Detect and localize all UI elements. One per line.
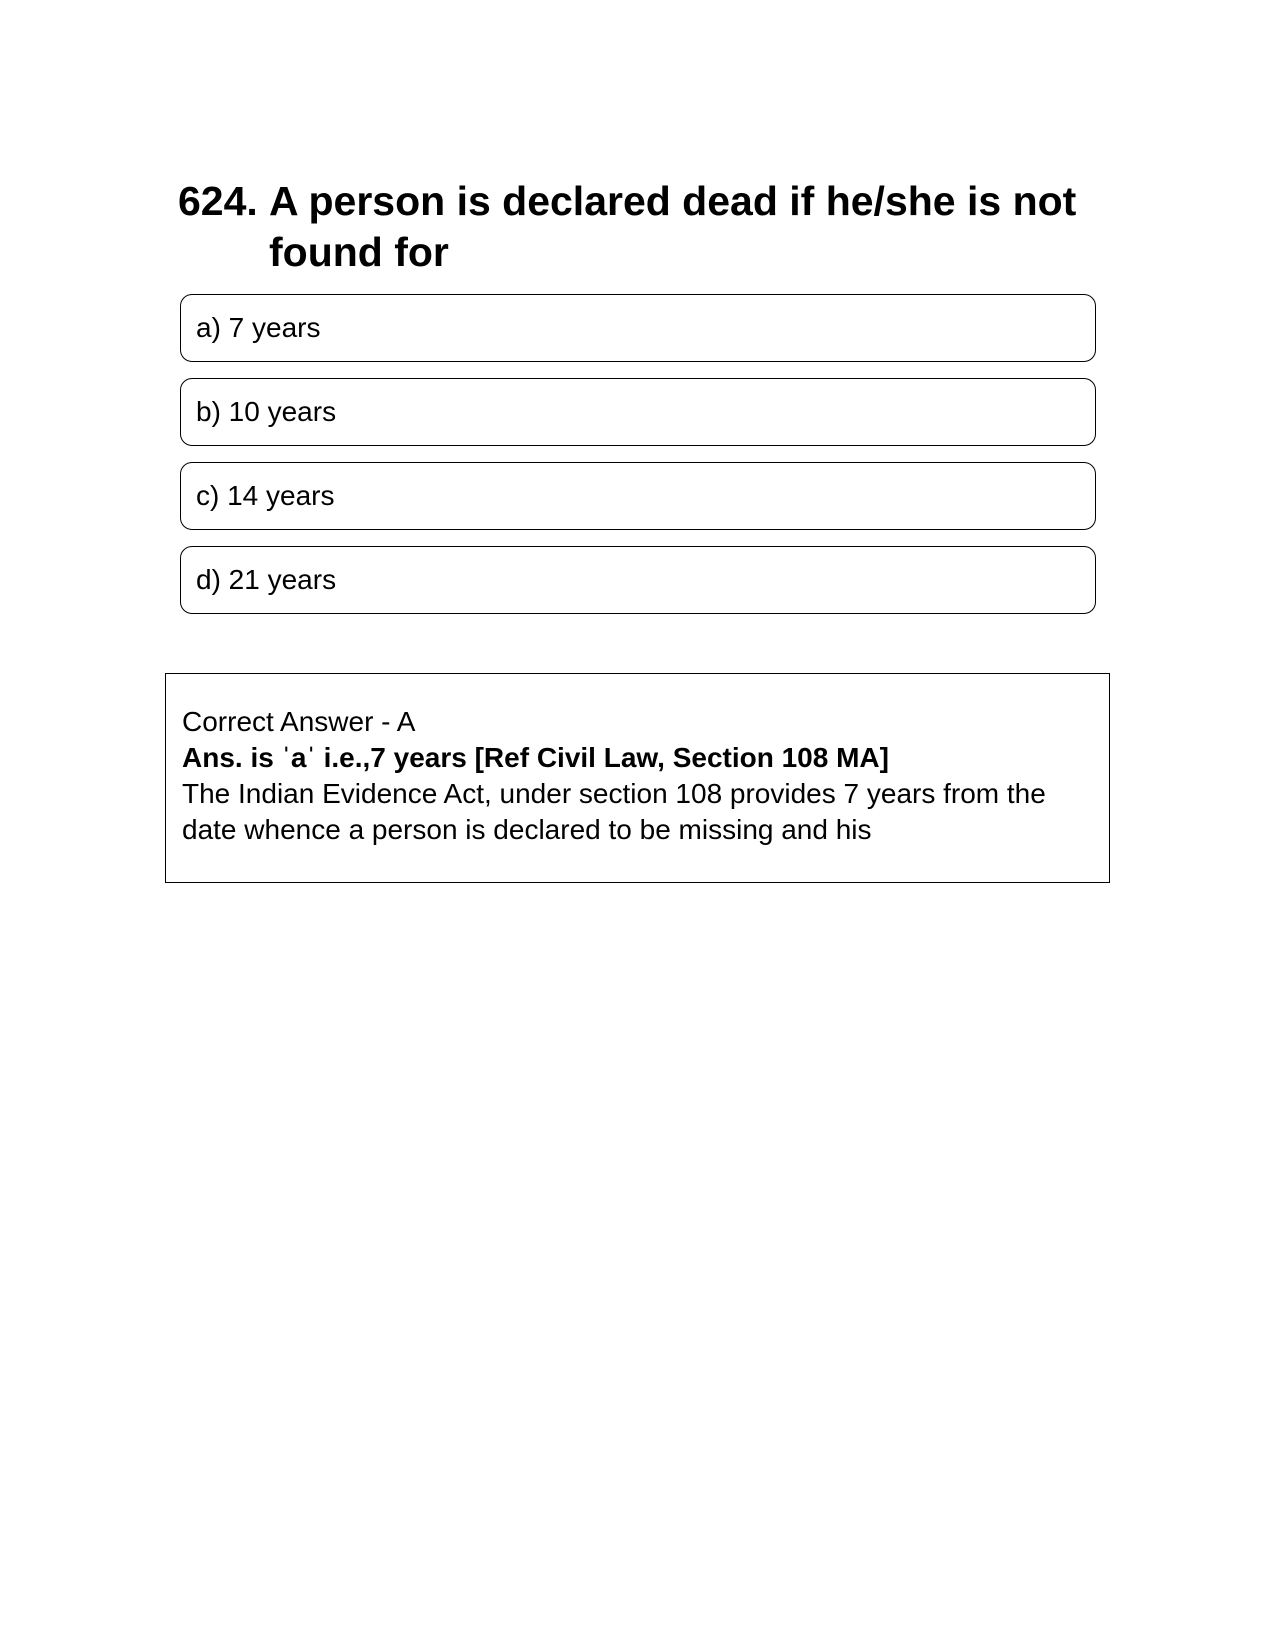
- correct-answer: Correct Answer - A: [182, 706, 416, 737]
- option-b-label: b) 10 years: [196, 396, 337, 427]
- option-d-label: d) 21 years: [196, 564, 337, 595]
- question-heading: [178, 176, 1078, 278]
- option-c[interactable]: [180, 462, 1096, 530]
- question-text: A person is declared dead if he/she is not found for: [269, 178, 1077, 275]
- option-c-label: c) 14 years: [196, 480, 335, 511]
- question-number: 624.: [178, 178, 258, 224]
- option-d[interactable]: [180, 546, 1096, 614]
- answer-reference: Ans. is ˈaˈ i.e.,7 years [Ref Civil Law, Section 108 MA]: [182, 742, 889, 773]
- options-list: [180, 294, 1096, 630]
- answer-box: [165, 673, 1110, 883]
- option-b[interactable]: [180, 378, 1096, 446]
- answer-explanation: The Indian Evidence Act, under section 108 provides 7 years from the date whence a person is declared to be missing and his: [182, 778, 1046, 845]
- option-a[interactable]: [180, 294, 1096, 362]
- option-a-label: a) 7 years: [196, 312, 321, 343]
